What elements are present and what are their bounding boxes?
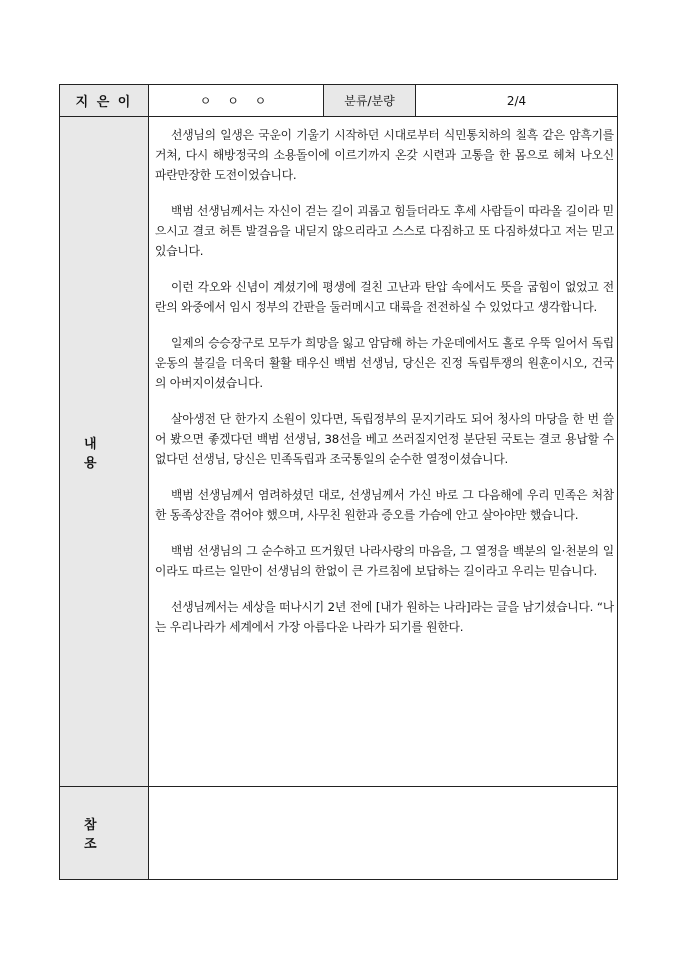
content-paragraph-6: 백범 선생님께서 염려하셨던 대로, 선생님께서 가신 바로 그 다음해에 우리 민족은 처참한 동족상잔을 겪어야 했으며, 사무친 원한과 증오를 가슴에 안고 살아야만 했습니다.: [155, 488, 614, 522]
category-label: 분류/분량: [324, 85, 416, 116]
content-paragraph-7: 백범 선생님의 그 순수하고 뜨거웠던 나라사랑의 마음을, 그 열정을 백분의 일·천분의 일이라도 따르는 일만이 선생님의 한없이 큰 가르침에 보답하는 길이라고 우리는 믿습니다.: [155, 544, 614, 578]
reference-content: [149, 787, 617, 879]
content-label: [60, 117, 149, 786]
content-row: [60, 117, 617, 787]
content-paragraph-4: 일제의 승승장구로 모두가 희망을 잃고 암담해 하는 가운데에서도 홀로 우뚝 일어서 독립운동의 불길을 더욱더 활활 태우신 백범 선생님, 당신은 진정 독립투쟁의 원훈이시오, 건국의 아버지이셨습니다.: [155, 336, 614, 390]
content-paragraph-8: 선생님께서는 세상을 떠나시기 2년 전에 [내가 원하는 나라]라는 글을 남기셨습니다. “나는 우리나라가 세계에서 가장 아름다운 나라가 되기를 원한다.: [155, 600, 614, 634]
author-label: 지 은 이: [60, 85, 149, 116]
content-label-text: 내 용: [84, 436, 121, 471]
reference-label-text: 참 조: [84, 818, 121, 852]
reference-row: [60, 787, 617, 879]
content-paragraph-5: 살아생전 단 한가지 소원이 있다면, 독립정부의 문지기라도 되어 청사의 마당을 한 번 쓸어 봤으면 좋겠다던 백범 선생님, 38선을 베고 쓰러질지언정 분단된 국토는 결코 용납할 수 없다던 선생님, 당신은 민족독립과 조국통일의 순수한 열정이셨습니다.: [155, 412, 614, 466]
content-paragraph-1: 선생님의 일생은 국운이 기울기 시작하던 시대로부터 식민통치하의 칠흑 같은 암흑기를 거쳐, 다시 해방정국의 소용돌이에 이르기까지 온갖 시련과 고통을 한 몸으로 헤쳐 나오신 파란만장한 도전이었습니다.: [155, 128, 614, 182]
reference-label: [60, 787, 149, 879]
header-row: [60, 85, 617, 117]
author-value: ㅇ ㅇ ㅇ: [149, 85, 324, 116]
category-value: 2/4: [506, 93, 527, 108]
content-paragraph-3: 이런 각오와 신념이 계셨기에 평생에 걸친 고난과 탄압 속에서도 뜻을 굽힘이 없었고 전란의 와중에서 임시 정부의 간판을 둘러메시고 대륙을 전전하실 수 있었다고 생각합니다.: [155, 280, 614, 314]
content-paragraph-2: 백범 선생님께서는 자신이 걷는 길이 괴롭고 힘들더라도 후세 사람들이 따라올 길이라 믿으시고 결코 허튼 발걸음을 내딛지 않으리라고 스스로 다짐하고 또 다짐하셨다고 저는 믿고 있습니다.: [155, 204, 614, 258]
document-form-table: [59, 84, 618, 880]
content-body: [149, 117, 617, 786]
